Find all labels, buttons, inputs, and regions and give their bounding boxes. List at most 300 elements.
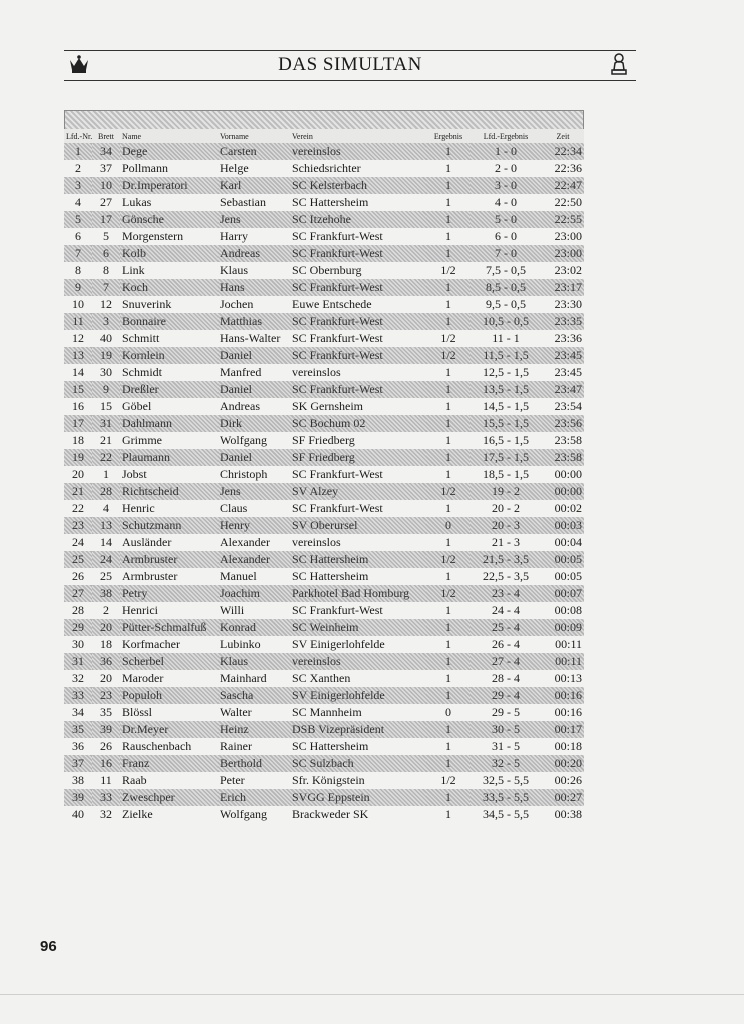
col-ergebnis-cell: 1 — [426, 279, 470, 296]
col-lfd-ergebnis-cell: 7 - 0 — [470, 245, 542, 262]
col-name-cell: Korfmacher — [122, 637, 180, 651]
col-verein-cell: SC Frankfurt-West — [290, 381, 426, 398]
table-row — [64, 602, 584, 619]
col-lfd-nr-cell: 35 — [64, 721, 92, 738]
col-name-cell: Bonnaire — [120, 313, 218, 330]
table-row — [64, 670, 584, 687]
col-brett-cell: 36 — [92, 653, 120, 670]
table-row — [64, 534, 584, 551]
col-lfd-ergebnis-cell: 19 - 2 — [470, 483, 542, 500]
col-verein-cell: SC Sulzbach — [290, 755, 426, 772]
table-row — [64, 347, 584, 364]
col-name-header: Name — [120, 129, 218, 143]
col-zeit-cell: 00:11 — [542, 653, 584, 670]
col-name-cell: Franz — [120, 755, 218, 772]
col-brett-cell: 32 — [100, 807, 112, 821]
col-name-cell: Lukas — [122, 195, 152, 209]
col-vorname-cell: Andreas — [220, 399, 260, 413]
col-name-cell: Dege — [120, 143, 218, 160]
col-lfd-nr-cell: 26 — [72, 569, 84, 583]
col-brett-cell: 37 — [100, 161, 112, 175]
col-vorname-cell: Hans-Walter — [220, 331, 281, 345]
col-name-cell: Petry — [120, 585, 218, 602]
col-vorname-cell: Andreas — [218, 245, 290, 262]
col-brett-cell: 3 — [92, 313, 120, 330]
col-vorname-cell: Alexander — [218, 551, 290, 568]
col-lfd-ergebnis-cell: 29 - 4 — [470, 687, 542, 704]
col-name-cell: Populoh — [120, 687, 218, 704]
col-brett-cell: 24 — [92, 551, 120, 568]
col-lfd-ergebnis-cell: 11 - 1 — [492, 331, 520, 345]
col-lfd-ergebnis-cell: 1 - 0 — [470, 143, 542, 160]
col-vorname-cell: Wolfgang — [220, 807, 268, 821]
col-ergebnis-cell: 1 — [445, 739, 451, 753]
table-row — [64, 704, 584, 721]
col-zeit-cell: 00:16 — [542, 687, 584, 704]
col-brett-cell: 4 — [103, 501, 109, 515]
col-vorname-cell: Henry — [218, 517, 290, 534]
col-ergebnis-cell: 1 — [426, 653, 470, 670]
col-ergebnis-cell: 1 — [426, 177, 470, 194]
col-brett-cell: 21 — [100, 433, 112, 447]
col-vorname-cell: Alexander — [220, 535, 270, 549]
col-brett-cell: 38 — [92, 585, 120, 602]
bottom-rule — [0, 994, 744, 995]
col-lfd-nr-cell: 17 — [64, 415, 92, 432]
col-vorname-cell: Manuel — [220, 569, 257, 583]
table-row — [64, 228, 584, 245]
col-zeit-header: Zeit — [542, 129, 584, 143]
col-vorname-cell: Sebastian — [220, 195, 266, 209]
col-lfd-ergebnis-header: Lfd.-Ergebnis — [470, 129, 542, 143]
col-verein-cell: DSB Vizepräsident — [290, 721, 426, 738]
col-lfd-ergebnis-cell: 2 - 0 — [495, 161, 517, 175]
col-verein-cell: SV Alzey — [290, 483, 426, 500]
table-row — [64, 398, 584, 415]
col-brett-cell: 17 — [92, 211, 120, 228]
col-zeit-cell: 00:18 — [554, 739, 582, 753]
table-row — [64, 432, 584, 449]
table-row — [64, 653, 584, 670]
table-row — [64, 313, 584, 330]
col-zeit-cell: 00:03 — [542, 517, 584, 534]
results-table-wrap — [64, 110, 584, 823]
col-lfd-nr-cell: 9 — [64, 279, 92, 296]
col-lfd-nr-cell: 28 — [72, 603, 84, 617]
col-verein-cell: SC Itzehohe — [290, 211, 426, 228]
col-ergebnis-cell: 1 — [426, 245, 470, 262]
col-name-cell: Zielke — [122, 807, 153, 821]
col-lfd-nr-cell: 20 — [72, 467, 84, 481]
table-row — [64, 177, 584, 194]
col-verein-header: Verein — [290, 129, 426, 143]
col-lfd-ergebnis-cell: 20 - 3 — [470, 517, 542, 534]
col-zeit-cell: 23:58 — [554, 433, 582, 447]
table-header-row — [64, 129, 584, 143]
col-name-cell: Gönsche — [120, 211, 218, 228]
col-zeit-cell: 00:38 — [554, 807, 582, 821]
col-vorname-cell: Carsten — [218, 143, 290, 160]
col-name-cell: Ausländer — [122, 535, 172, 549]
col-name-cell: Göbel — [122, 399, 152, 413]
col-brett-cell: 16 — [92, 755, 120, 772]
col-brett-cell: 35 — [100, 705, 112, 719]
col-ergebnis-cell: 1 — [445, 671, 451, 685]
col-lfd-nr-header: Lfd.-Nr. — [64, 129, 92, 143]
col-lfd-ergebnis-cell: 17,5 - 1,5 — [470, 449, 542, 466]
col-zeit-cell: 00:20 — [542, 755, 584, 772]
col-brett-cell: 13 — [92, 517, 120, 534]
col-verein-cell: SC Frankfurt-West — [292, 501, 383, 515]
table-row — [64, 143, 584, 160]
col-lfd-ergebnis-cell: 27 - 4 — [470, 653, 542, 670]
col-name-cell: Kornlein — [120, 347, 218, 364]
col-brett-cell: 2 — [103, 603, 109, 617]
col-brett-cell: 30 — [100, 365, 112, 379]
col-brett-cell: 7 — [92, 279, 120, 296]
col-lfd-ergebnis-cell: 25 - 4 — [470, 619, 542, 636]
col-zeit-cell: 23:45 — [554, 365, 582, 379]
table-row — [64, 568, 584, 585]
col-name-cell: Dr.Imperatori — [120, 177, 218, 194]
col-lfd-ergebnis-cell: 24 - 4 — [492, 603, 520, 617]
col-lfd-ergebnis-cell: 32 - 5 — [470, 755, 542, 772]
col-vorname-cell: Karl — [218, 177, 290, 194]
col-vorname-cell: Jens — [218, 483, 290, 500]
col-verein-cell: SV Einigerlohfelde — [290, 687, 426, 704]
results-table — [64, 129, 584, 823]
col-ergebnis-cell: 1 — [445, 467, 451, 481]
table-row — [64, 381, 584, 398]
col-zeit-cell: 00:09 — [542, 619, 584, 636]
col-name-cell: Scherbel — [120, 653, 218, 670]
col-ergebnis-cell: 1 — [426, 721, 470, 738]
col-name-cell: Armbruster — [120, 551, 218, 568]
col-verein-cell: SC Hattersheim — [290, 551, 426, 568]
col-name-cell: Henrici — [122, 603, 158, 617]
col-brett-cell: 39 — [92, 721, 120, 738]
col-ergebnis-cell: 1/2 — [426, 551, 470, 568]
col-zeit-cell: 22:36 — [554, 161, 582, 175]
col-name-cell: Rauschenbach — [122, 739, 192, 753]
col-ergebnis-cell: 1 — [426, 313, 470, 330]
col-zeit-cell: 00:13 — [554, 671, 582, 685]
col-verein-cell: vereinslos — [292, 365, 341, 379]
col-zeit-cell: 00:02 — [554, 501, 582, 515]
col-lfd-nr-cell: 6 — [75, 229, 81, 243]
col-zeit-cell: 00:04 — [554, 535, 582, 549]
col-zeit-cell: 00:26 — [554, 773, 582, 787]
col-brett-cell: 20 — [92, 619, 120, 636]
col-zeit-cell: 00:08 — [554, 603, 582, 617]
col-vorname-cell: Peter — [220, 773, 245, 787]
col-name-cell: Schmidt — [122, 365, 163, 379]
col-lfd-ergebnis-cell: 13,5 - 1,5 — [470, 381, 542, 398]
col-lfd-ergebnis-cell: 7,5 - 0,5 — [486, 263, 526, 277]
col-verein-cell: SC Frankfurt-West — [290, 279, 426, 296]
col-ergebnis-cell: 0 — [445, 705, 451, 719]
col-zeit-cell: 23:47 — [542, 381, 584, 398]
table-row — [64, 636, 584, 653]
col-ergebnis-cell: 1 — [426, 619, 470, 636]
page-header — [64, 50, 636, 80]
col-ergebnis-cell: 1 — [445, 297, 451, 311]
col-name-cell: Blössl — [122, 705, 153, 719]
col-lfd-ergebnis-cell: 30 - 5 — [470, 721, 542, 738]
col-zeit-cell: 23:30 — [554, 297, 582, 311]
col-ergebnis-cell: 1 — [426, 381, 470, 398]
table-row — [64, 721, 584, 738]
col-brett-cell: 1 — [103, 467, 109, 481]
table-row — [64, 585, 584, 602]
col-vorname-cell: Konrad — [218, 619, 290, 636]
col-lfd-nr-cell: 13 — [64, 347, 92, 364]
col-ergebnis-cell: 1 — [445, 195, 451, 209]
col-brett-cell: 40 — [100, 331, 112, 345]
col-lfd-nr-cell: 37 — [64, 755, 92, 772]
col-vorname-cell: Harry — [220, 229, 248, 243]
col-lfd-ergebnis-cell: 14,5 - 1,5 — [483, 399, 529, 413]
col-name-cell: Koch — [120, 279, 218, 296]
col-verein-cell: SC Weinheim — [290, 619, 426, 636]
table-row — [64, 551, 584, 568]
col-lfd-ergebnis-cell: 29 - 5 — [492, 705, 520, 719]
col-brett-cell: 9 — [92, 381, 120, 398]
col-brett-cell: 34 — [92, 143, 120, 160]
col-verein-cell: SK Gernsheim — [292, 399, 363, 413]
col-name-cell: Dreßler — [120, 381, 218, 398]
col-name-cell: Dr.Meyer — [120, 721, 218, 738]
col-zeit-cell: 00:05 — [554, 569, 582, 583]
col-zeit-cell: 00:27 — [542, 789, 584, 806]
col-lfd-nr-cell: 33 — [64, 687, 92, 704]
table-row — [64, 449, 584, 466]
col-lfd-ergebnis-cell: 5 - 0 — [470, 211, 542, 228]
col-brett-header: Brett — [92, 129, 120, 143]
col-ergebnis-cell: 1 — [426, 211, 470, 228]
col-name-cell: Raab — [122, 773, 147, 787]
col-name-cell: Schutzmann — [120, 517, 218, 534]
col-verein-cell: vereinslos — [290, 143, 426, 160]
col-zeit-cell: 22:55 — [542, 211, 584, 228]
col-ergebnis-cell: 1 — [445, 501, 451, 515]
col-name-cell: Morgenstern — [122, 229, 184, 243]
table-row — [64, 500, 584, 517]
col-zeit-cell: 22:47 — [542, 177, 584, 194]
col-name-cell: Pollmann — [122, 161, 169, 175]
table-row — [64, 262, 584, 279]
col-verein-cell: SC Hattersheim — [292, 569, 369, 583]
col-verein-cell: Schiedsrichter — [292, 161, 361, 175]
col-ergebnis-cell: 1 — [426, 449, 470, 466]
table-row — [64, 687, 584, 704]
col-vorname-cell: Heinz — [218, 721, 290, 738]
col-name-cell: Snuverink — [122, 297, 172, 311]
col-zeit-cell: 23:36 — [554, 331, 582, 345]
table-row — [64, 466, 584, 483]
col-lfd-ergebnis-cell: 3 - 0 — [470, 177, 542, 194]
col-brett-cell: 20 — [100, 671, 112, 685]
col-verein-cell: SC Frankfurt-West — [292, 467, 383, 481]
col-verein-cell: Brackweder SK — [292, 807, 369, 821]
col-lfd-nr-cell: 19 — [64, 449, 92, 466]
col-zeit-cell: 00:16 — [554, 705, 582, 719]
col-verein-cell: SC Obernburg — [292, 263, 362, 277]
col-zeit-cell: 23:35 — [542, 313, 584, 330]
col-brett-cell: 19 — [92, 347, 120, 364]
col-ergebnis-cell: 1 — [445, 365, 451, 379]
table-row — [64, 415, 584, 432]
col-lfd-ergebnis-cell: 20 - 2 — [492, 501, 520, 515]
col-lfd-nr-cell: 7 — [64, 245, 92, 262]
col-lfd-nr-cell: 12 — [72, 331, 84, 345]
col-brett-cell: 33 — [92, 789, 120, 806]
col-zeit-cell: 23:00 — [542, 245, 584, 262]
col-vorname-cell: Daniel — [218, 449, 290, 466]
col-verein-cell: SC Frankfurt-West — [290, 313, 426, 330]
table-row — [64, 364, 584, 381]
col-lfd-ergebnis-cell: 33,5 - 5,5 — [470, 789, 542, 806]
col-zeit-cell: 00:05 — [542, 551, 584, 568]
col-ergebnis-cell: 1 — [426, 415, 470, 432]
col-lfd-nr-cell: 24 — [72, 535, 84, 549]
table-row — [64, 330, 584, 347]
col-brett-cell: 23 — [92, 687, 120, 704]
col-zeit-cell: 23:02 — [554, 263, 582, 277]
col-vorname-cell: Rainer — [220, 739, 252, 753]
col-brett-cell: 26 — [100, 739, 112, 753]
col-lfd-nr-cell: 3 — [64, 177, 92, 194]
table-row — [64, 296, 584, 313]
col-zeit-cell: 23:17 — [542, 279, 584, 296]
col-lfd-nr-cell: 40 — [72, 807, 84, 821]
col-name-cell: Zweschper — [120, 789, 218, 806]
table-banner — [64, 110, 584, 129]
table-row — [64, 211, 584, 228]
col-lfd-ergebnis-cell: 21,5 - 3,5 — [470, 551, 542, 568]
col-verein-cell: SC Kelsterbach — [290, 177, 426, 194]
col-lfd-ergebnis-cell: 9,5 - 0,5 — [486, 297, 526, 311]
col-lfd-ergebnis-cell: 15,5 - 1,5 — [470, 415, 542, 432]
col-verein-cell: SF Friedberg — [290, 449, 426, 466]
table-row — [64, 738, 584, 755]
col-brett-cell: 27 — [100, 195, 112, 209]
col-brett-cell: 14 — [100, 535, 112, 549]
col-brett-cell: 28 — [92, 483, 120, 500]
col-lfd-ergebnis-cell: 34,5 - 5,5 — [483, 807, 529, 821]
col-brett-cell: 18 — [100, 637, 112, 651]
col-lfd-nr-cell: 36 — [72, 739, 84, 753]
col-lfd-ergebnis-cell: 12,5 - 1,5 — [483, 365, 529, 379]
col-vorname-cell: Sascha — [218, 687, 290, 704]
col-ergebnis-cell: 1/2 — [440, 331, 456, 345]
col-name-cell: Jobst — [122, 467, 147, 481]
col-name-cell: Link — [122, 263, 145, 277]
col-ergebnis-cell: 1 — [426, 143, 470, 160]
col-zeit-cell: 00:00 — [554, 467, 582, 481]
col-lfd-nr-cell: 16 — [72, 399, 84, 413]
col-brett-cell: 5 — [103, 229, 109, 243]
col-lfd-nr-cell: 31 — [64, 653, 92, 670]
col-vorname-cell: Klaus — [220, 263, 248, 277]
col-verein-cell: SC Frankfurt-West — [292, 229, 383, 243]
col-lfd-nr-cell: 8 — [75, 263, 81, 277]
col-name-cell: Dahlmann — [120, 415, 218, 432]
col-lfd-nr-cell: 18 — [72, 433, 84, 447]
col-lfd-nr-cell: 27 — [64, 585, 92, 602]
header-top-rule — [64, 50, 636, 51]
col-vorname-cell: Walter — [220, 705, 252, 719]
col-name-cell: Schmitt — [122, 331, 160, 345]
col-verein-cell: vereinslos — [290, 653, 426, 670]
col-name-cell: Plaumann — [120, 449, 218, 466]
table-row — [64, 160, 584, 177]
col-ergebnis-cell: 1 — [445, 569, 451, 583]
col-name-cell: Grimme — [122, 433, 162, 447]
col-lfd-ergebnis-cell: 16,5 - 1,5 — [483, 433, 529, 447]
col-vorname-cell: Manfred — [220, 365, 262, 379]
col-brett-cell: 11 — [100, 773, 112, 787]
col-vorname-cell: Joachim — [218, 585, 290, 602]
page-number: 96 — [40, 938, 57, 955]
col-ergebnis-cell: 1/2 — [440, 773, 456, 787]
col-ergebnis-cell: 1/2 — [440, 263, 456, 277]
col-vorname-cell: Daniel — [218, 347, 290, 364]
col-vorname-cell: Christoph — [220, 467, 268, 481]
table-row — [64, 245, 584, 262]
col-lfd-ergebnis-cell: 22,5 - 3,5 — [483, 569, 529, 583]
table-row — [64, 279, 584, 296]
col-ergebnis-header: Ergebnis — [426, 129, 470, 143]
col-brett-cell: 22 — [92, 449, 120, 466]
col-ergebnis-cell: 1 — [426, 755, 470, 772]
col-vorname-cell: Daniel — [218, 381, 290, 398]
col-verein-cell: SC Frankfurt-West — [290, 245, 426, 262]
col-lfd-ergebnis-cell: 32,5 - 5,5 — [483, 773, 529, 787]
col-verein-cell: SC Hattersheim — [292, 739, 369, 753]
col-lfd-nr-cell: 15 — [64, 381, 92, 398]
table-row — [64, 194, 584, 211]
col-vorname-cell: Erich — [218, 789, 290, 806]
col-vorname-cell: Claus — [220, 501, 248, 515]
col-verein-cell: SC Bochum 02 — [290, 415, 426, 432]
col-lfd-ergebnis-cell: 18,5 - 1,5 — [483, 467, 529, 481]
col-brett-cell: 25 — [100, 569, 112, 583]
col-zeit-cell: 00:17 — [542, 721, 584, 738]
col-vorname-cell: Helge — [220, 161, 249, 175]
col-zeit-cell: 22:50 — [554, 195, 582, 209]
col-verein-cell: SC Frankfurt-West — [290, 347, 426, 364]
col-ergebnis-cell: 1 — [445, 637, 451, 651]
col-lfd-nr-cell: 14 — [72, 365, 84, 379]
col-verein-cell: SC Frankfurt-West — [292, 331, 383, 345]
col-name-cell: Armbruster — [122, 569, 178, 583]
col-verein-cell: Sfr. Königstein — [292, 773, 365, 787]
col-ergebnis-cell: 0 — [426, 517, 470, 534]
table-row — [64, 772, 584, 789]
col-lfd-nr-cell: 10 — [72, 297, 84, 311]
col-lfd-nr-cell: 2 — [75, 161, 81, 175]
col-ergebnis-cell: 1 — [426, 687, 470, 704]
col-ergebnis-cell: 1/2 — [426, 585, 470, 602]
col-ergebnis-cell: 1 — [426, 789, 470, 806]
header-bottom-rule — [64, 80, 636, 81]
col-verein-cell: vereinslos — [292, 535, 341, 549]
col-vorname-cell: Lubinko — [220, 637, 261, 651]
col-verein-cell: SC Xanthen — [292, 671, 351, 685]
col-brett-cell: 10 — [92, 177, 120, 194]
col-lfd-nr-cell: 30 — [72, 637, 84, 651]
